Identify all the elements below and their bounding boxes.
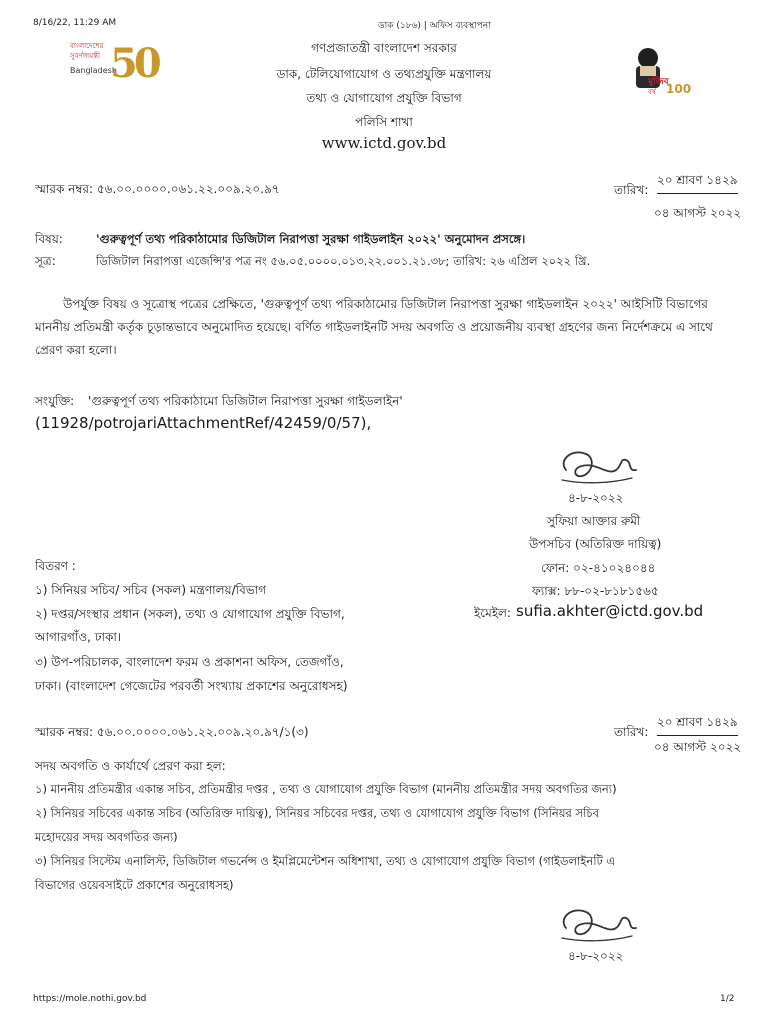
date-english: ০৪ আগস্ট ২০২২ — [654, 206, 742, 220]
signatory-phone: ফোন: ০২-৪১০২৪০৪৪ — [541, 561, 656, 575]
print-timestamp: 8/16/22, 11:29 AM — [33, 18, 117, 28]
memo2-intro: সদয় অবগতি ও কার্যার্থে প্রেরণ করা হল: — [35, 759, 226, 773]
signatory-name: সুফিয়া আক্তার রুমী — [547, 514, 641, 528]
logo-right-text-1: মুজিব — [648, 77, 669, 87]
print-page-number: 1/2 — [720, 994, 735, 1004]
letterhead-ministry: ডাক, টেলিযোগাযোগ ও তথ্যপ্রযুক্তি মন্ত্রণালয় — [276, 67, 492, 81]
letterhead-division: তথ্য ও যোগাযোগ প্রযুক্তি বিভাগ — [306, 91, 462, 105]
attachment-ref-link[interactable]: (11928/potrojariAttachmentRef/42459/0/57), — [35, 414, 372, 432]
logo-right-number: 100 — [666, 82, 692, 96]
distribution-item: ২) দপ্তর/সংস্থার প্রধান (সকল), তথ্য ও যোগাযোগ প্রযুক্তি বিভাগ, — [35, 607, 345, 621]
subject-label: বিষয়: — [35, 232, 63, 246]
print-page-title: ডাক (১৮৬) | অফিস ব্যবস্থাপনা — [378, 21, 491, 31]
signature-image — [552, 440, 642, 490]
distribution-item: ৩) উপ-পরিচালক, বাংলাদেশ ফরম ও প্রকাশনা অফিস, তেজগাঁও, — [35, 655, 344, 669]
date-bangla: ২০ শ্রাবণ ১৪২৯ — [657, 172, 738, 194]
logo-right-text-2: বর্ষ — [648, 88, 656, 96]
signature-date-2: ৪-৮-২০২২ — [568, 949, 624, 963]
signatory-fax: ফ্যাক্স: ৮৮-০২-৮১৮১৫৬৫ — [532, 584, 659, 598]
date-label: তারিখ: — [614, 183, 649, 197]
signatory-designation: উপসচিব (অতিরিক্ত দায়িত্ব) — [529, 537, 662, 551]
memo2-date-label: তারিখ: — [614, 725, 649, 739]
source-text: ডিজিটাল নিরাপত্তা এজেন্সি'র পত্র নং ৫৬.০৫.০০০০.০১৩.২২.০০১.২১.৩৮; তারিখ: ২৬ এপ্রিল ২০২২ খ্রি. — [96, 254, 591, 268]
memo2-item: ২) সিনিয়র সচিবের একান্ত সচিব (অতিরিক্ত দায়িত্ব), সিনিয়র সচিবের দপ্তর, তথ্য ও যোগাযোগ প্রযুক্তি বিভাগ (সিনিয়র সচিব — [35, 806, 599, 820]
distribution-item: ঢাকা। (বাংলাদেশ গেজেটের পরবর্তী সংখ্যায় প্রকাশের অনুরোধসহ) — [35, 679, 348, 693]
source-label: সূত্র: — [35, 254, 56, 268]
logo-number: 50 — [110, 40, 158, 87]
memo2-item: ৩) সিনিয়র সিস্টেম এনালিস্ট, ডিজিটাল গভর্নেন্স ও ইমপ্লিমেন্টেশন অধিশাখা, তথ্য ও যোগাযোগ প্রযুক্তি বিভাগ (গাইডলাইনটি এ — [35, 854, 616, 868]
logo-text-1: বাংলাদেশের — [70, 42, 104, 50]
memo2-item: ১) মাননীয় প্রতিমন্ত্রীর একান্ত সচিব, প্রতিমন্ত্রীর দপ্তর , তথ্য ও যোগাযোগ প্রযুক্তি বিভাগ (মাননীয় প্রতিমন্ত্রীর সদয় অবগতির জন্য) — [35, 782, 617, 796]
letterhead-government: গণপ্রজাতন্ত্রী বাংলাদেশ সরকার — [311, 41, 457, 55]
signatory-email-label: ইমেইল: — [474, 606, 511, 620]
logo-text-3: Bangladesh — [70, 66, 117, 75]
attachment-text: 'গুরুত্বপূর্ণ তথ্য পরিকাঠামো ডিজিটাল নিরাপত্তা সুরক্ষা গাইডলাইন' — [88, 394, 403, 408]
memo2-reference: স্মারক নম্বর: ৫৬.০০.০০০০.০৬১.২২.০০৯.২০.৯৭/১(৩) — [35, 725, 309, 739]
attachment-label: সংযুক্তি: — [35, 394, 75, 408]
signatory-email[interactable]: sufia.akhter@ictd.gov.bd — [516, 602, 704, 620]
body-paragraph: উপর্যুক্ত বিষয় ও সূত্রোস্থ পত্রের প্রেক্ষিতে, 'গুরুত্বপূর্ণ তথ্য পরিকাঠামোর ডিজিটাল নিরাপত্তা সুরক্ষা গাইডলাইন ২০২২' আইসিটি বিভাগের মাননীয় প্রতিমন্ত্রী কর্তৃক চূড়ান্তভাবে অনুমোদিত হয়েছে। বর্ণিত গাইডলাইনটি সদয় অবগতি ও প্রয়োজনীয় ব্যবস্থা গ্রহণের জন্য নির্দেশক্রমে এ সাথে প্রেরণ করা হলো। — [35, 297, 713, 357]
distribution-label: বিতরণ : — [35, 559, 76, 573]
logo-text-2: সুবর্ণজয়ন্তী — [70, 52, 100, 60]
print-footer-url[interactable]: https://mole.nothi.gov.bd — [33, 994, 147, 1004]
memo2-item: বিভাগের ওয়েবসাইটে প্রকাশের অনুরোধসহ) — [35, 878, 234, 892]
memo-reference: স্মারক নম্বর: ৫৬.০০.০০০০.০৬১.২২.০০৯.২০.৯৭ — [35, 182, 280, 196]
distribution-item: ১) সিনিয়র সচিব/ সচিব (সকল) মন্ত্রণালয়/বিভাগ — [35, 583, 267, 597]
memo2-date-english: ০৪ আগস্ট ২০২২ — [654, 740, 742, 754]
letterhead-website[interactable]: www.ictd.gov.bd — [321, 134, 447, 152]
signature-date: ৪-৮-২০২২ — [568, 491, 624, 505]
memo2-date-bangla: ২০ শ্রাবণ ১৪২৯ — [657, 714, 738, 736]
memo2-item: মহোদয়ের সদয় অবগতির জন্য) — [35, 830, 178, 844]
letterhead-branch: পলিসি শাখা — [355, 115, 413, 129]
signature-image-2 — [552, 898, 642, 948]
distribution-item: আগারগাঁও, ঢাকা। — [35, 630, 122, 644]
subject-text: 'গুরুত্বপূর্ণ তথ্য পরিকাঠামোর ডিজিটাল নিরাপত্তা সুরক্ষা গাইডলাইন ২০২২' অনুমোদন প্রসঙ্গে। — [96, 232, 526, 246]
